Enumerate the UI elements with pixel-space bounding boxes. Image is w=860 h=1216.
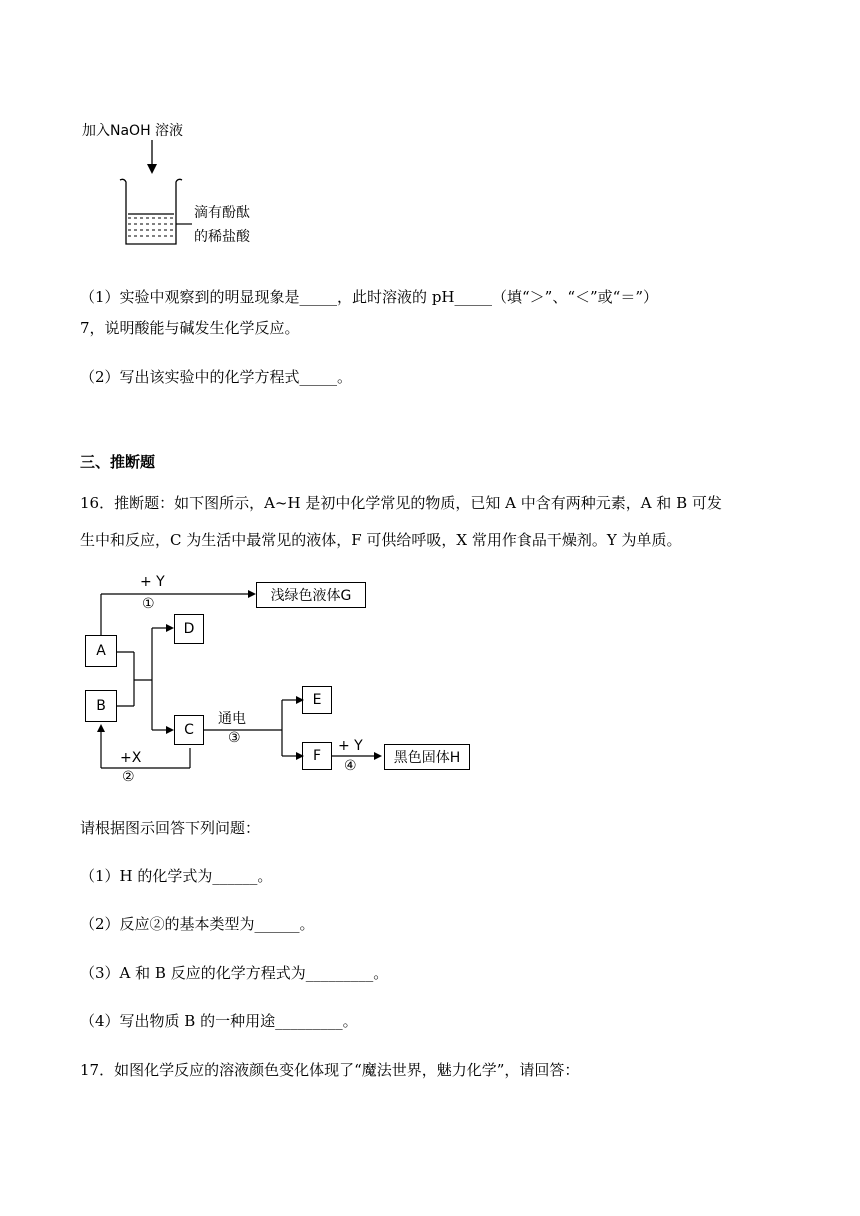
node-b (85, 690, 117, 722)
q16-sub2: （2）反应②的基本类型为______。 (80, 915, 315, 933)
node-f (302, 742, 332, 770)
node-h (384, 744, 470, 770)
beaker-side-label-2: 的稀盐酸 (194, 229, 250, 245)
node-c (174, 715, 204, 745)
label-plus-y-top: + Y (140, 574, 165, 590)
node-g-label: 浅绿色液体G (270, 588, 352, 604)
q16-sub3: （3）A 和 B 反应的化学方程式为_________。 (80, 964, 389, 982)
node-f-label: F (312, 748, 322, 764)
q17-line1: 17．如图化学反应的溶液颜色变化体现了“魔法世界，魅力化学”，请回答： (80, 1061, 580, 1079)
q15-part2: （2）写出该实验中的化学方程式_____。 (80, 368, 353, 386)
label-reaction-2: ② (122, 769, 135, 785)
node-d-label: D (183, 621, 195, 637)
q16-line2: 生中和反应，C 为生活中最常见的液体，F 可供给呼吸，X 常用作食品干燥剂。Y 为单质。 (80, 531, 682, 549)
label-dian: 通电 (218, 711, 246, 727)
section-heading: 三、推断题 (80, 453, 156, 471)
beaker-figure (80, 118, 280, 258)
q16-sub4: （4）写出物质 B 的一种用途_________。 (80, 1012, 358, 1030)
node-e (302, 686, 332, 714)
label-reaction-4: ④ (344, 758, 357, 774)
q16-sub1: （1）H 的化学式为______。 (80, 867, 273, 885)
reaction-diagram (80, 570, 480, 785)
q16-line1: 16．推断题：如下图所示，A~H 是初中化学常见的物质，已知 A 中含有两种元素，A 和 B 可发 (80, 494, 722, 512)
node-a (85, 635, 117, 667)
node-b-label: B (96, 698, 106, 714)
node-a-label: A (96, 643, 106, 659)
node-c-label: C (184, 722, 194, 738)
beaker-top-label: 加入NaOH 溶液 (82, 123, 184, 139)
node-e-label: E (312, 692, 322, 708)
beaker-drawing (80, 118, 280, 258)
node-h-label: 黑色固体H (393, 750, 461, 766)
q15-part1-line2: 7，说明酸能与碱发生化学反应。 (80, 319, 300, 337)
label-plus-x: +X (120, 750, 142, 766)
beaker-side-label-1: 滴有酚酞 (194, 205, 250, 221)
q16-prompt: 请根据图示回答下列问题： (80, 819, 261, 837)
label-plus-y-bottom: + Y (338, 738, 363, 754)
label-reaction-1: ① (142, 596, 155, 612)
node-g (256, 582, 366, 608)
label-reaction-3: ③ (228, 730, 241, 746)
node-d (174, 614, 204, 644)
q15-part1-line1: （1）实验中观察到的明显现象是_____，此时溶液的 pH_____（填“＞”、“＜”或“＝”） (80, 288, 659, 306)
